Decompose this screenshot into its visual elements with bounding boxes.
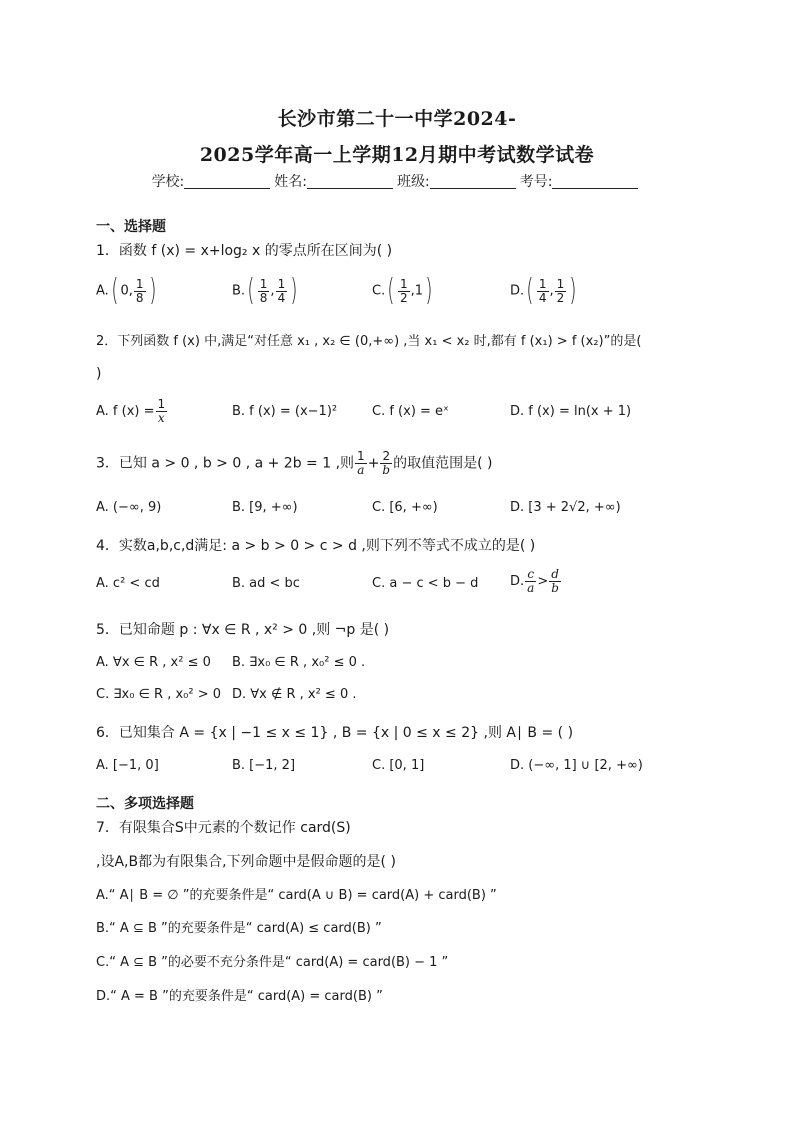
name-blank[interactable] (307, 174, 393, 189)
q1-option-b: B.( $\frac{1}{8}$ , $\frac{1}{4}$ ) (232, 273, 298, 308)
question-3-text: 3．已知 a > 0 , b > 0 , a + 2b = 1 ,则 $\frac{1}{a}$ + $\frac{2}{b}$ 的取值范围是( ) (96, 449, 493, 477)
question-7-text-line1: 7．有限集合S中元素的个数记作 card(S) (96, 820, 351, 836)
section-heading-single-choice: 一、选择题 (96, 219, 166, 235)
q3-option-a: A. (−∞, 9) (96, 500, 162, 515)
q5-option-a: A. ∀x ∈ R , x² ≤ 0 (96, 655, 211, 670)
exam-no-label: 考号: (519, 174, 553, 190)
exam-no-blank[interactable] (552, 174, 638, 189)
question-1-text: 1．函数 f (x) = x+log₂ x 的零点所在区间为( ) (96, 243, 393, 259)
exam-title-line1: 长沙市第二十一中学2024- (277, 108, 517, 130)
q4-option-b: B. ad < bc (232, 576, 300, 591)
q6-option-d: D. (−∞, 1] ∪ [2, +∞) (510, 758, 643, 773)
exam-title-line2: 2025学年高一上学期12月期中考试数学试卷 (199, 144, 595, 166)
question-5-text: 5．已知命题 p : ∀x ∈ R , x² > 0 ,则 ¬p 是( ) (96, 622, 390, 638)
q2-option-b: B. f (x) = (x−1)² (232, 404, 338, 419)
q3-option-c: C. [6, +∞) (372, 500, 438, 515)
q7-option-d: D.“ A = B ”的充要条件是“ card(A) = card(B) ” (96, 989, 383, 1004)
q2-option-c: C. f (x) = eˣ (372, 404, 449, 419)
section-heading-multiple-choice: 二、多项选择题 (96, 796, 194, 812)
q4-option-d: D. $\frac{c}{a}$ > $\frac{d}{b}$ (510, 567, 559, 595)
question-6-text: 6．已知集合 A = {x | −1 ≤ x ≤ 1} , B = {x | 0 ≤ x ≤ 2} ,则 A∣ B = ( ) (96, 725, 574, 741)
q5-option-d: D. ∀x ∉ R , x² ≤ 0 . (232, 687, 357, 702)
name-label: 姓名: (274, 174, 307, 190)
q1-option-d: D.( $\frac{1}{4}$ , $\frac{1}{2}$ ) (510, 273, 577, 308)
q7-option-a: A.“ A∣ B = ∅ ”的充要条件是“ card(A ∪ B) = card(A) + card(B) ” (96, 888, 497, 903)
class-label: 班级: (397, 174, 430, 190)
q4-option-c: C. a − c < b − d (372, 576, 479, 591)
q6-option-c: C. [0, 1] (372, 758, 425, 773)
q6-option-b: B. [−1, 2] (232, 758, 296, 773)
question-2-text-cont: ) (96, 366, 102, 382)
school-blank[interactable] (184, 174, 270, 189)
school-label: 学校: (151, 174, 185, 190)
student-info-row (0, 171, 794, 191)
q1-option-c: C.( $\frac{1}{2}$ ,1) (372, 273, 433, 308)
q5-option-b: B. ∃x₀ ∈ R , x₀² ≤ 0 . (232, 655, 366, 670)
question-4-text: 4．实数a,b,c,d满足: a > b > 0 > c > d ,则下列不等式不成立的是( ) (96, 538, 536, 554)
q4-option-a: A. c² < cd (96, 576, 160, 591)
q2-option-d: D. f (x) = ln(x + 1) (510, 404, 632, 419)
q3-option-b: B. [9, +∞) (232, 500, 298, 515)
question-2-text: 2．下列函数 f (x) 中,满足“对任意 x₁ , x₂ ∈ (0,+∞) ,当 x₁ < x₂ 时,都有 f (x₁) > f (x₂)”的是( (96, 334, 642, 349)
q7-option-c: C.“ A ⊆ B ”的必要不充分条件是“ card(A) = card(B) − 1 ” (96, 955, 449, 970)
q5-option-c: C. ∃x₀ ∈ R , x₀² > 0 (96, 687, 222, 702)
q1-option-a: A.( 0, $\frac{1}{8}$ ) (96, 273, 156, 308)
q7-option-b: B.“ A ⊆ B ”的充要条件是“ card(A) ≤ card(B) ” (96, 921, 382, 936)
q6-option-a: A. [−1, 0] (96, 758, 159, 773)
q2-option-a: A. f (x) = $\frac{1}{x}$ (96, 397, 166, 425)
class-blank[interactable] (430, 174, 516, 189)
question-7-text-line2: ,设A,B都为有限集合,下列命题中是假命题的是( ) (96, 854, 396, 870)
q3-option-d: D. [3 + 2√2, +∞) (510, 500, 621, 515)
